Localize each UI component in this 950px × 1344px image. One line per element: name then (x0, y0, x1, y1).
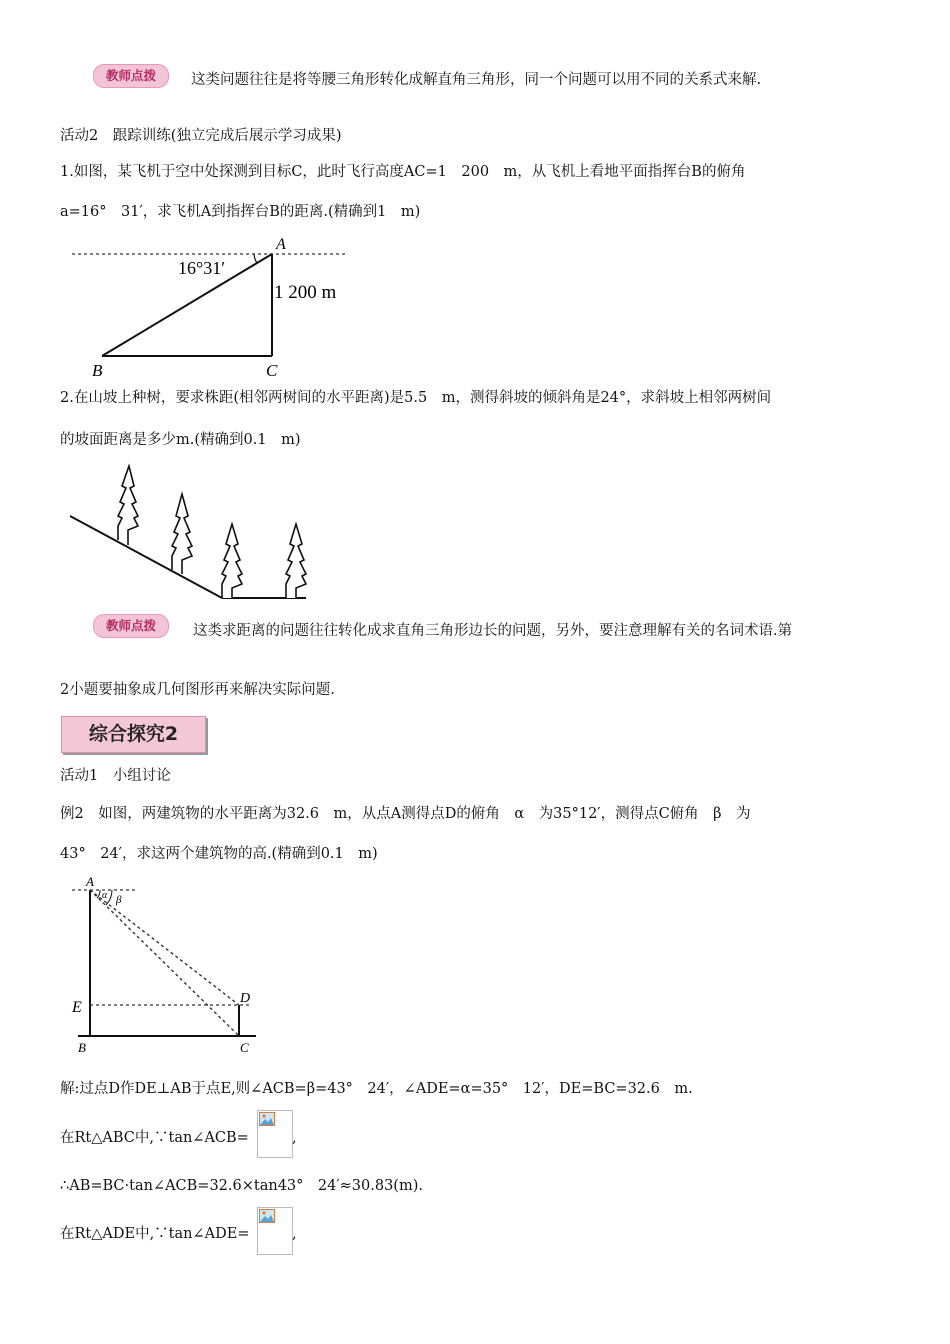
activity-heading: 活动2 跟踪训练(独立完成后展示学习成果) (60, 128, 342, 144)
label-b: B (78, 1040, 86, 1055)
example-2-line1: 例2 如图，两建筑物的水平距离为32.6 m，从点A测得点D的俯角 α 为35°12′，测得点C俯角 β 为 (60, 806, 751, 822)
solution-line4: 在Rt△ADE中,∵tan∠ADE= (60, 1226, 250, 1242)
label-alpha: α (102, 890, 108, 901)
figure-buildings (60, 872, 270, 1060)
height-label: 1 200 m (274, 282, 337, 303)
example-2-line2: 43° 24′，求这两个建筑物的高.(精确到0.1 m) (60, 846, 378, 862)
activity-heading: 活动1 小组讨论 (60, 768, 171, 784)
figure-airplane-triangle (60, 232, 360, 382)
tree-icon (222, 524, 242, 598)
label-beta: β (116, 894, 122, 906)
tree-icon (172, 494, 192, 574)
tip-text-line2: 2小题要抽象成几何图形再来解决实际问题. (60, 682, 335, 698)
label-c: C (266, 361, 278, 380)
solution-line2: 在Rt△ABC中,∵tan∠ACB= (60, 1130, 249, 1146)
teacher-tip-badge: 教师点拨 (93, 614, 169, 638)
label-a: A (276, 236, 286, 253)
broken-image-icon (259, 1209, 275, 1223)
label-e: E (72, 999, 82, 1016)
label-c: C (240, 1040, 249, 1055)
question-1-line1: 1.如图，某飞机于空中处探测到目标C，此时飞行高度AC=1 200 m，从飞机上看地平面指挥台B的俯角 (60, 164, 746, 180)
formula-image-placeholder (257, 1207, 293, 1255)
tip-text-line1: 这类求距离的问题往往转化成求直角三角形边长的问题，另外，要注意理解有关的名词术语.第 (193, 623, 793, 639)
label-a: A (86, 874, 94, 889)
question-1-line2: a=16° 31′，求飞机A到指挥台B的距离.(精确到1 m) (60, 204, 421, 220)
solution-line3: ∴AB=BC·tan∠ACB=32.6×tan43° 24′≈30.83(m). (60, 1178, 423, 1194)
solution-line1: 解:过点D作DE⊥AB于点E,则∠ACB=β=43° 24′，∠ADE=α=35° 12′，DE=BC=32.6 m. (60, 1081, 693, 1097)
figure-slope-trees (60, 460, 320, 608)
tree-icon (118, 466, 138, 545)
tip-text: 这类问题往往是将等腰三角形转化成解直角三角形，同一个问题可以用不同的关系式来解. (191, 72, 762, 88)
angle-label: 16°31′ (178, 258, 226, 278)
label-b: B (92, 361, 103, 380)
question-2-line2: 的坡面距离是多少m.(精确到0.1 m) (60, 432, 301, 448)
teacher-tip-badge: 教师点拨 (93, 64, 169, 88)
label-d: D (240, 991, 251, 1006)
solution-line2-end: , (292, 1130, 297, 1146)
tree-icon (286, 524, 306, 598)
formula-image-placeholder (257, 1110, 293, 1158)
question-2-line1: 2.在山坡上种树，要求株距(相邻两树间的水平距离)是5.5 m，测得斜坡的倾斜角是24°，求斜坡上相邻两树间 (60, 390, 772, 406)
solution-line4-end: , (292, 1226, 297, 1242)
section-title: 综合探究2 (61, 716, 206, 753)
broken-image-icon (259, 1112, 275, 1126)
